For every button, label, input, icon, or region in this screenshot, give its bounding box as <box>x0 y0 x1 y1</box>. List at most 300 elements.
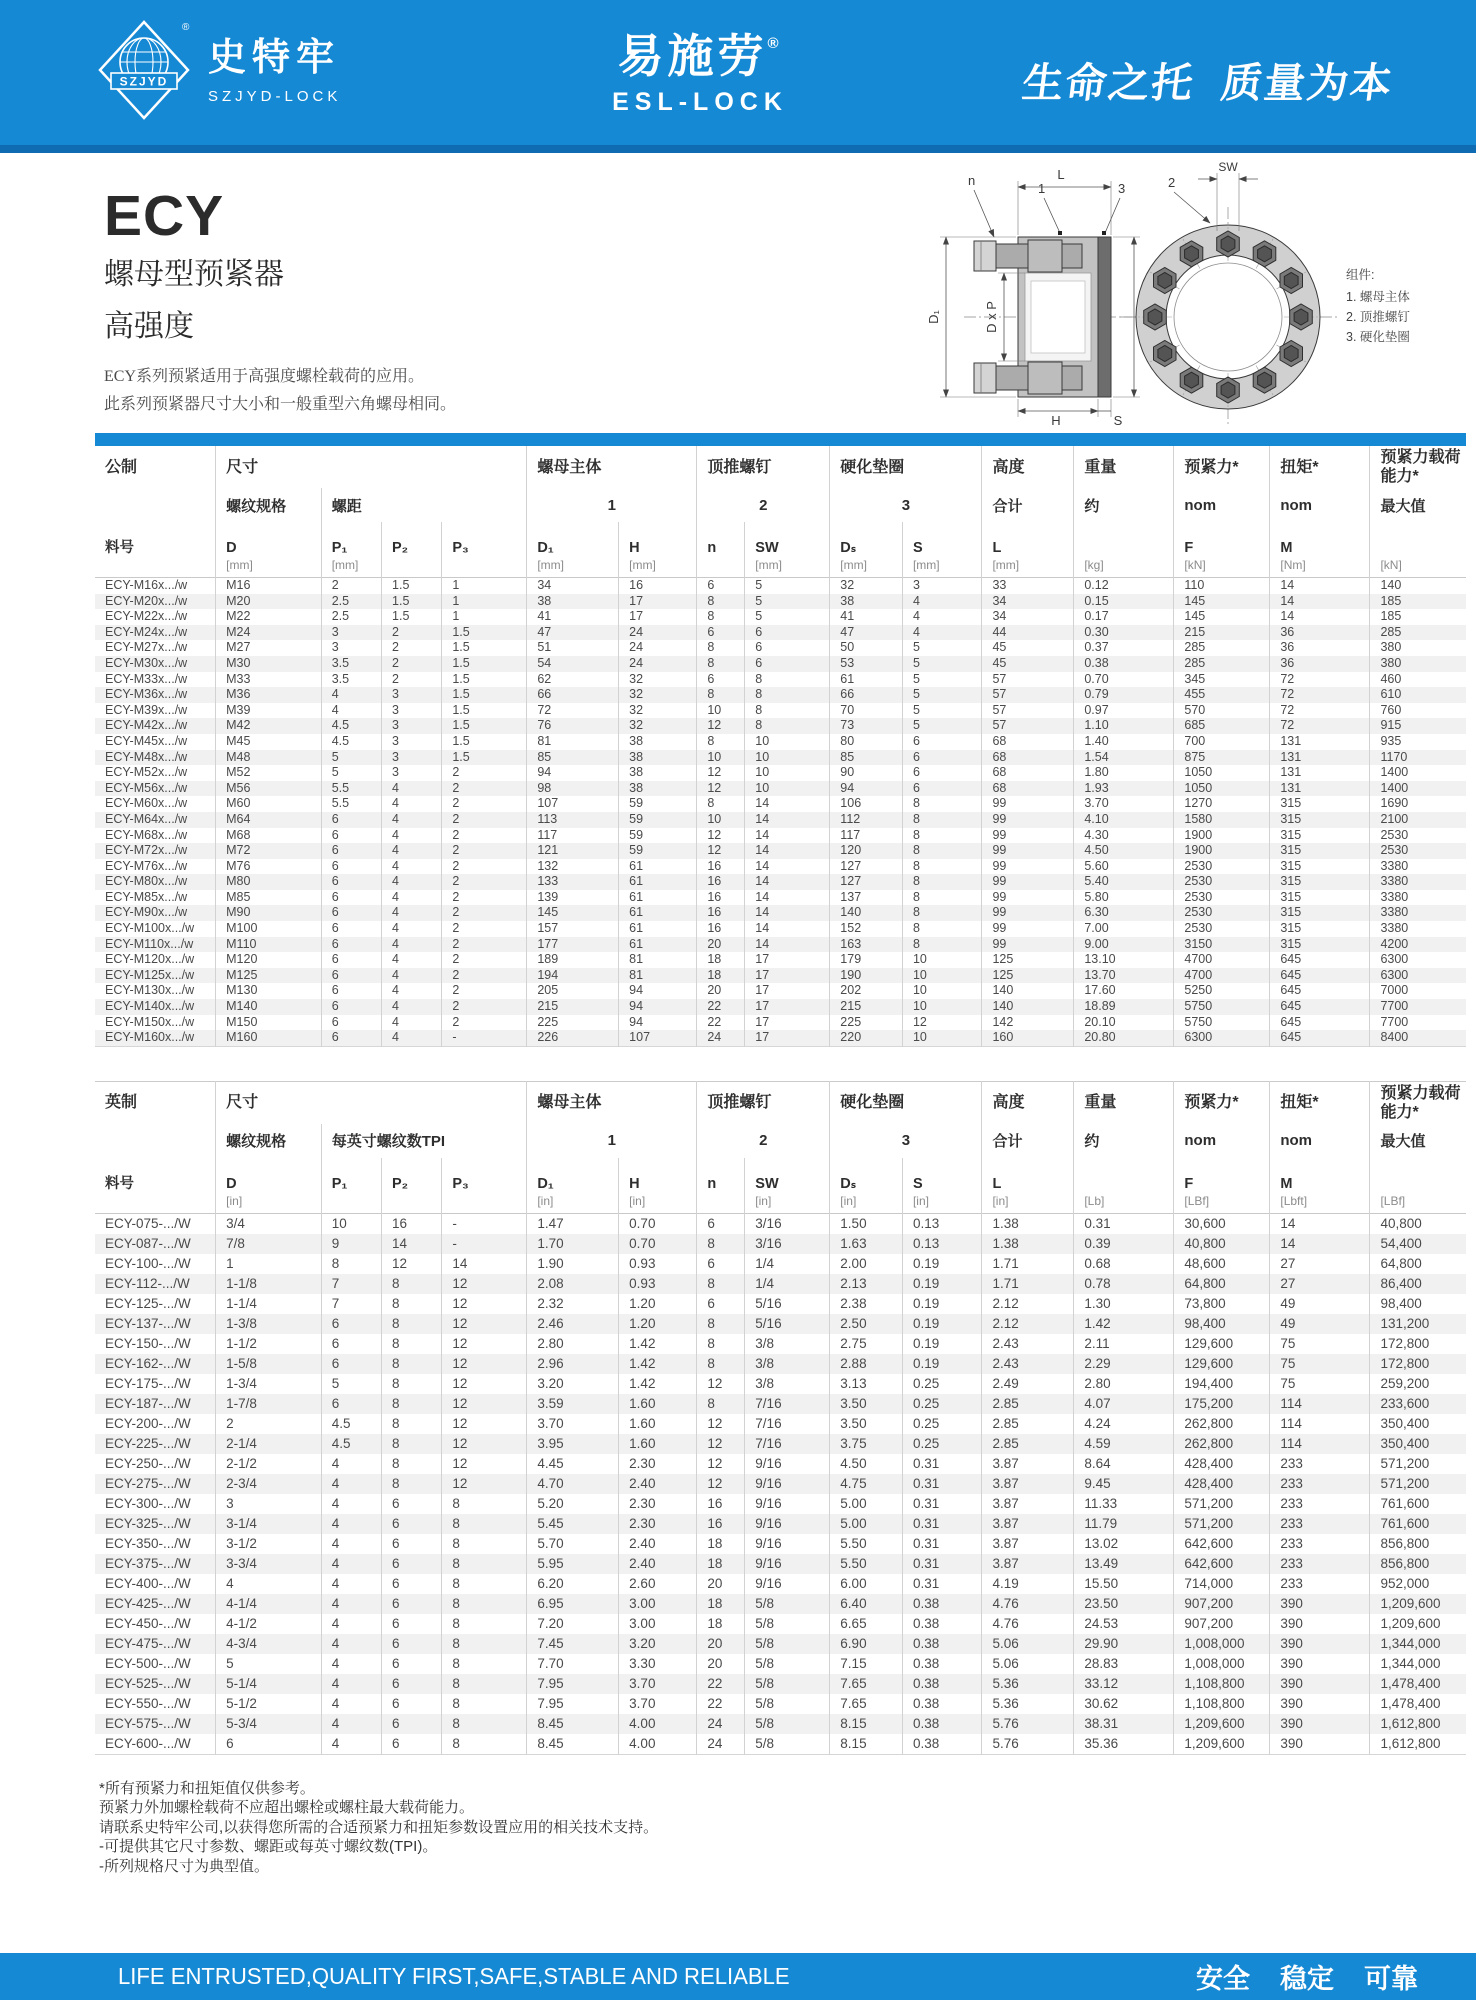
col-symbol: [Lb] <box>1074 1158 1174 1214</box>
value-cell: 6 <box>321 952 381 968</box>
value-cell: 3.50 <box>830 1414 903 1434</box>
value-cell: 27 <box>1270 1254 1370 1274</box>
value-cell: 132 <box>527 859 619 875</box>
value-cell: 700 <box>1174 734 1270 750</box>
value-cell: 645 <box>1270 999 1370 1015</box>
group-washer: 硬化垫圈 <box>830 446 982 488</box>
value-cell: 18.89 <box>1074 999 1174 1015</box>
description-line: ECY系列预紧适用于高强度螺栓载荷的应用。 <box>104 368 425 385</box>
value-cell: 114 <box>1270 1414 1370 1434</box>
value-cell: 1.5 <box>382 594 442 610</box>
metric-table <box>95 446 1466 1047</box>
value-cell: 5.95 <box>527 1554 619 1574</box>
col-symbol: [LBf] <box>1370 1158 1466 1214</box>
col-part-number: 料号 <box>105 1175 134 1192</box>
part-number-cell: ECY-225-.../W <box>105 1435 191 1451</box>
value-cell: 8 <box>902 874 982 890</box>
value-cell: 0.93 <box>619 1274 697 1294</box>
value-cell: 2 <box>442 890 527 906</box>
part-number-cell: ECY-M22x.../w <box>105 609 188 624</box>
value-cell: 5 <box>902 640 982 656</box>
group-height: 高度 <box>982 1081 1074 1124</box>
value-cell: 3 <box>321 625 381 641</box>
value-cell: 6 <box>382 1654 442 1674</box>
value-cell: 6 <box>382 1614 442 1634</box>
value-cell: 2.85 <box>982 1434 1074 1454</box>
value-cell: 12 <box>442 1374 527 1394</box>
value-cell: 4 <box>382 1030 442 1046</box>
value-cell: 51 <box>527 640 619 656</box>
value-cell: 5 <box>902 718 982 734</box>
value-cell: 8 <box>697 796 745 812</box>
value-cell: 350,400 <box>1370 1414 1466 1434</box>
value-cell: M16 <box>216 578 322 594</box>
value-cell: 6 <box>321 843 381 859</box>
value-cell: 57 <box>982 703 1074 719</box>
bolt-hex <box>1185 372 1199 388</box>
value-cell: 1.80 <box>1074 765 1174 781</box>
value-cell: 0.38 <box>902 1594 982 1614</box>
value-cell: 1,209,600 <box>1370 1594 1466 1614</box>
part-number-cell: ECY-425-.../W <box>105 1595 191 1611</box>
value-cell: 12 <box>697 1454 745 1474</box>
part-number-cell: ECY-M60x.../w <box>105 796 188 811</box>
legend-item-2: 2. 顶推螺钉 <box>1346 310 1410 324</box>
value-cell: 54,400 <box>1370 1234 1466 1254</box>
part-number-cell: ECY-087-.../W <box>105 1235 191 1251</box>
value-cell: 2.75 <box>830 1334 903 1354</box>
value-cell: 163 <box>830 937 903 953</box>
value-cell: 1-3/8 <box>216 1314 322 1334</box>
value-cell: 4 <box>382 859 442 875</box>
table-row <box>95 859 1466 875</box>
group-height: 高度 <box>982 446 1074 488</box>
value-cell: 1050 <box>1174 765 1270 781</box>
value-cell: 1690 <box>1370 796 1466 812</box>
value-cell: 12 <box>697 718 745 734</box>
value-cell: 0.25 <box>902 1394 982 1414</box>
col-symbol: P₂ <box>382 1158 442 1214</box>
value-cell: 14 <box>745 843 830 859</box>
group-nut-body: 螺母主体 <box>527 446 697 488</box>
value-cell: 1 <box>442 609 527 625</box>
value-cell: 1,008,000 <box>1174 1654 1270 1674</box>
value-cell: 5.20 <box>527 1494 619 1514</box>
value-cell: 114 <box>1270 1434 1370 1454</box>
value-cell: 1.5 <box>442 718 527 734</box>
value-cell: 6.65 <box>830 1614 903 1634</box>
value-cell: 7700 <box>1370 999 1466 1015</box>
value-cell: 233 <box>1270 1474 1370 1494</box>
value-cell: 12 <box>442 1314 527 1334</box>
value-cell: 2.08 <box>527 1274 619 1294</box>
part-number-cell: ECY-M120x.../w <box>105 952 195 967</box>
value-cell: 2 <box>442 859 527 875</box>
value-cell: 0.19 <box>902 1334 982 1354</box>
table-row <box>95 1654 1466 1674</box>
value-cell: 315 <box>1270 843 1370 859</box>
value-cell: 4 <box>321 687 381 703</box>
value-cell: 8 <box>321 1254 381 1274</box>
value-cell: 6 <box>382 1514 442 1534</box>
value-cell: 129,600 <box>1174 1334 1270 1354</box>
value-cell: 380 <box>1370 640 1466 656</box>
value-cell: 125 <box>982 968 1074 984</box>
table-row <box>95 1674 1466 1694</box>
value-cell: 12 <box>697 1414 745 1434</box>
part-number-cell: ECY-M64x.../w <box>105 811 188 826</box>
value-cell: 172,800 <box>1370 1334 1466 1354</box>
value-cell: 3.13 <box>830 1374 903 1394</box>
value-cell: 9.45 <box>1074 1474 1174 1494</box>
col-symbol: D [mm] <box>216 522 322 578</box>
dim-label-SW: SW <box>1218 160 1238 174</box>
table-row <box>95 609 1466 625</box>
value-cell: 3.59 <box>527 1394 619 1414</box>
group-header-row <box>95 1081 1466 1124</box>
value-cell: 24 <box>697 1734 745 1755</box>
value-cell: 2.96 <box>527 1354 619 1374</box>
value-cell: 14 <box>745 812 830 828</box>
value-cell: 2.40 <box>619 1474 697 1494</box>
value-cell: 194,400 <box>1174 1374 1270 1394</box>
value-cell: 14 <box>1270 1213 1370 1234</box>
bolt-hex <box>1294 309 1308 325</box>
table-row <box>95 1354 1466 1374</box>
metric-table-body <box>95 578 1466 1047</box>
value-cell: 1-1/4 <box>216 1294 322 1314</box>
value-cell: 12 <box>697 843 745 859</box>
value-cell: 1,209,600 <box>1174 1734 1270 1755</box>
value-cell: 1400 <box>1370 765 1466 781</box>
value-cell: 6300 <box>1370 952 1466 968</box>
value-cell: 4 <box>321 703 381 719</box>
value-cell: 41 <box>830 609 903 625</box>
dim-label-L: L <box>1057 167 1065 182</box>
value-cell: 61 <box>619 859 697 875</box>
value-cell: 3.20 <box>619 1634 697 1654</box>
value-cell: 62 <box>527 672 619 688</box>
value-cell: 2530 <box>1370 843 1466 859</box>
col-thread-spec: 螺纹规格 <box>216 1124 322 1158</box>
value-cell: 8 <box>902 843 982 859</box>
value-cell: 4.5 <box>321 1414 381 1434</box>
table-row <box>95 1574 1466 1594</box>
value-cell: 4.00 <box>619 1714 697 1734</box>
value-cell: 16 <box>697 905 745 921</box>
part-number-cell: ECY-M68x.../w <box>105 827 188 842</box>
value-cell: 4 <box>216 1574 322 1594</box>
value-cell: 4 <box>382 890 442 906</box>
value-cell: 6 <box>745 640 830 656</box>
value-cell: 225 <box>830 1015 903 1031</box>
value-cell: 14 <box>745 937 830 953</box>
value-cell: 0.31 <box>902 1474 982 1494</box>
value-cell: 5 <box>902 656 982 672</box>
value-cell: 8 <box>382 1434 442 1454</box>
value-cell: M64 <box>216 812 322 828</box>
value-cell: 38 <box>527 594 619 610</box>
value-cell: 6 <box>902 734 982 750</box>
value-cell: 875 <box>1174 750 1270 766</box>
value-cell: M140 <box>216 999 322 1015</box>
value-cell: 22 <box>697 1694 745 1714</box>
value-cell: 5/8 <box>745 1714 830 1734</box>
value-cell: 220 <box>830 1030 903 1046</box>
group-preload: 预紧力* <box>1174 1081 1270 1124</box>
value-cell: 24 <box>697 1030 745 1046</box>
value-cell: 1.5 <box>382 578 442 594</box>
value-cell: 1,108,800 <box>1174 1674 1270 1694</box>
col-symbol: D [in] <box>216 1158 322 1214</box>
value-cell: 714,000 <box>1174 1574 1270 1594</box>
col-system: 英制 <box>105 1094 138 1112</box>
value-cell: 8.15 <box>830 1734 903 1755</box>
value-cell: 8.45 <box>527 1714 619 1734</box>
value-cell: 3-1/2 <box>216 1534 322 1554</box>
value-cell: 6 <box>382 1534 442 1554</box>
value-cell: 6 <box>382 1634 442 1654</box>
value-cell: 5 <box>321 765 381 781</box>
part-number-cell: ECY-162-.../W <box>105 1355 191 1371</box>
value-cell: 10 <box>697 812 745 828</box>
value-cell: 2.60 <box>619 1574 697 1594</box>
value-cell: 12 <box>697 828 745 844</box>
value-cell: 177 <box>527 937 619 953</box>
value-cell: 6 <box>745 656 830 672</box>
table-row <box>95 1454 1466 1474</box>
table-row <box>95 1694 1466 1714</box>
bolt-hex <box>1221 236 1235 252</box>
item-label-1: 1 <box>1038 181 1046 196</box>
value-cell: 1-1/8 <box>216 1274 322 1294</box>
value-cell: 2 <box>442 921 527 937</box>
value-cell: 57 <box>982 687 1074 703</box>
part-number-cell: ECY-M72x.../w <box>105 843 188 858</box>
value-cell: 9/16 <box>745 1534 830 1554</box>
value-cell: 2.88 <box>830 1354 903 1374</box>
value-cell: 5/8 <box>745 1654 830 1674</box>
value-cell: 20 <box>697 1574 745 1594</box>
value-cell: M76 <box>216 859 322 875</box>
value-cell: 3 <box>902 578 982 594</box>
value-cell: 2-3/4 <box>216 1474 322 1494</box>
value-cell: 4 <box>382 874 442 890</box>
part-number-cell: ECY-250-.../W <box>105 1455 191 1471</box>
value-cell: 8 <box>697 687 745 703</box>
value-cell: 17 <box>745 1015 830 1031</box>
value-cell: 5.76 <box>982 1734 1074 1755</box>
value-cell: 2.5 <box>321 594 381 610</box>
value-cell: 8 <box>697 1334 745 1354</box>
part-number-cell: ECY-475-.../W <box>105 1635 191 1651</box>
product-description <box>104 363 456 419</box>
value-cell: 12 <box>442 1394 527 1414</box>
value-cell: 30,600 <box>1174 1213 1270 1234</box>
table-row <box>95 1734 1466 1755</box>
part-number-cell: ECY-325-.../W <box>105 1515 191 1531</box>
value-cell: 4.5 <box>321 718 381 734</box>
value-cell: 36 <box>1270 656 1370 672</box>
col-max: 最大值 <box>1370 488 1466 522</box>
value-cell: 7.95 <box>527 1674 619 1694</box>
value-cell: 10 <box>902 999 982 1015</box>
col-thread-spec: 螺纹规格 <box>216 488 322 522</box>
group-size: 尺寸 <box>216 446 527 488</box>
value-cell: 3.70 <box>619 1674 697 1694</box>
value-cell: 4.45 <box>527 1454 619 1474</box>
bolt-hex <box>1284 346 1298 362</box>
value-cell: 2.40 <box>619 1534 697 1554</box>
col-symbol: L [mm] <box>982 522 1074 578</box>
value-cell: 7/16 <box>745 1434 830 1454</box>
value-cell: 0.68 <box>1074 1254 1174 1274</box>
value-cell: 571,200 <box>1370 1454 1466 1474</box>
value-cell: 139 <box>527 890 619 906</box>
value-cell: 4 <box>902 625 982 641</box>
value-cell: 54 <box>527 656 619 672</box>
value-cell: 64,800 <box>1370 1254 1466 1274</box>
value-cell: 315 <box>1270 859 1370 875</box>
value-cell: 761,600 <box>1370 1514 1466 1534</box>
value-cell: 1-7/8 <box>216 1394 322 1414</box>
value-cell: 12 <box>442 1334 527 1354</box>
legend-item-3: 3. 硬化垫圈 <box>1346 330 1410 344</box>
value-cell: 1270 <box>1174 796 1270 812</box>
registered-mark: ® <box>767 35 783 52</box>
dim-label-D1: D₁ <box>926 310 941 324</box>
table-row <box>95 843 1466 859</box>
value-cell: 72 <box>527 703 619 719</box>
value-cell: 94 <box>619 999 697 1015</box>
value-cell: 262,800 <box>1174 1434 1270 1454</box>
imperial-table-section <box>95 1081 1466 1755</box>
value-cell: 4 <box>902 609 982 625</box>
registered-mark: ® <box>182 22 190 33</box>
part-number-cell: ECY-M80x.../w <box>105 874 188 889</box>
value-cell: 131 <box>1270 750 1370 766</box>
value-cell: 127 <box>830 859 903 875</box>
value-cell: 113 <box>527 812 619 828</box>
value-cell: 8400 <box>1370 1030 1466 1046</box>
value-cell: 8 <box>902 796 982 812</box>
value-cell: 4 <box>382 843 442 859</box>
value-cell: 6 <box>745 625 830 641</box>
value-cell: 6 <box>321 890 381 906</box>
col-symbol: D₁ [mm] <box>527 522 619 578</box>
table-row <box>95 999 1466 1015</box>
value-cell: 2 <box>442 812 527 828</box>
value-cell: 4-1/2 <box>216 1614 322 1634</box>
value-cell: 0.38 <box>902 1714 982 1734</box>
value-cell: 315 <box>1270 890 1370 906</box>
value-cell: 3 <box>382 734 442 750</box>
value-cell: 131 <box>1270 781 1370 797</box>
part-number-cell: ECY-M125x.../w <box>105 967 195 982</box>
value-cell: 571,200 <box>1174 1514 1270 1534</box>
value-cell: 4 <box>382 983 442 999</box>
value-cell: 5.50 <box>830 1554 903 1574</box>
col-nom-f: nom <box>1174 488 1270 522</box>
value-cell: 16 <box>619 578 697 594</box>
value-cell: 8 <box>697 1274 745 1294</box>
value-cell: 3/16 <box>745 1213 830 1234</box>
col-symbol: P₁ [mm] <box>321 522 381 578</box>
value-cell: 3.5 <box>321 656 381 672</box>
value-cell: M120 <box>216 952 322 968</box>
value-cell: 0.79 <box>1074 687 1174 703</box>
part-number-cell: ECY-M30x.../w <box>105 655 188 670</box>
value-cell: 99 <box>982 812 1074 828</box>
value-cell: 72 <box>1270 687 1370 703</box>
value-cell: M45 <box>216 734 322 750</box>
value-cell: 315 <box>1270 874 1370 890</box>
value-cell: 72 <box>1270 718 1370 734</box>
value-cell: 6 <box>697 1213 745 1234</box>
value-cell: 28.83 <box>1074 1654 1174 1674</box>
value-cell: 6 <box>382 1694 442 1714</box>
value-cell: 3/4 <box>216 1213 322 1234</box>
value-cell: 5-1/2 <box>216 1694 322 1714</box>
value-cell: 5/8 <box>745 1594 830 1614</box>
value-cell: 12 <box>697 765 745 781</box>
value-cell: 0.31 <box>902 1574 982 1594</box>
group-jack-screw: 顶推螺钉 <box>697 1081 830 1124</box>
value-cell: 16 <box>697 1514 745 1534</box>
value-cell: 3.87 <box>982 1474 1074 1494</box>
item-label-3: 3 <box>1118 181 1126 196</box>
col-nom-m: nom <box>1270 1124 1370 1158</box>
table-row <box>95 1294 1466 1314</box>
value-cell: M20 <box>216 594 322 610</box>
center-brand-cn: 易施劳® <box>617 30 783 82</box>
col-symbol: H [in] <box>619 1158 697 1214</box>
footnotes <box>99 1779 1476 1877</box>
value-cell: 22 <box>697 999 745 1015</box>
value-cell: 94 <box>619 983 697 999</box>
value-cell: 2530 <box>1370 828 1466 844</box>
value-cell: 17 <box>745 1030 830 1046</box>
value-cell: 131,200 <box>1370 1314 1466 1334</box>
value-cell: 0.78 <box>1074 1274 1174 1294</box>
table-row <box>95 687 1466 703</box>
table-row <box>95 781 1466 797</box>
value-cell: 4-3/4 <box>216 1634 322 1654</box>
value-cell: 390 <box>1270 1654 1370 1674</box>
col-symbol: P₂ <box>382 522 442 578</box>
value-cell: 390 <box>1270 1734 1370 1755</box>
value-cell: 12 <box>902 1015 982 1031</box>
value-cell: 3.20 <box>527 1374 619 1394</box>
value-cell: 315 <box>1270 812 1370 828</box>
value-cell: 0.38 <box>902 1614 982 1634</box>
value-cell: 2.30 <box>619 1494 697 1514</box>
value-cell: 17.60 <box>1074 983 1174 999</box>
value-cell: 8 <box>382 1334 442 1354</box>
col-symbol: n <box>697 1158 745 1214</box>
value-cell: 9.00 <box>1074 937 1174 953</box>
component-3: 3 <box>830 1124 982 1158</box>
value-cell: 44 <box>982 625 1074 641</box>
value-cell: 5.06 <box>982 1654 1074 1674</box>
value-cell: 94 <box>527 765 619 781</box>
intro-section <box>0 153 1476 433</box>
value-cell: 4.59 <box>1074 1434 1174 1454</box>
value-cell: 14 <box>745 921 830 937</box>
value-cell: 0.12 <box>1074 578 1174 594</box>
value-cell: 4 <box>321 1494 381 1514</box>
value-cell: 4.10 <box>1074 812 1174 828</box>
